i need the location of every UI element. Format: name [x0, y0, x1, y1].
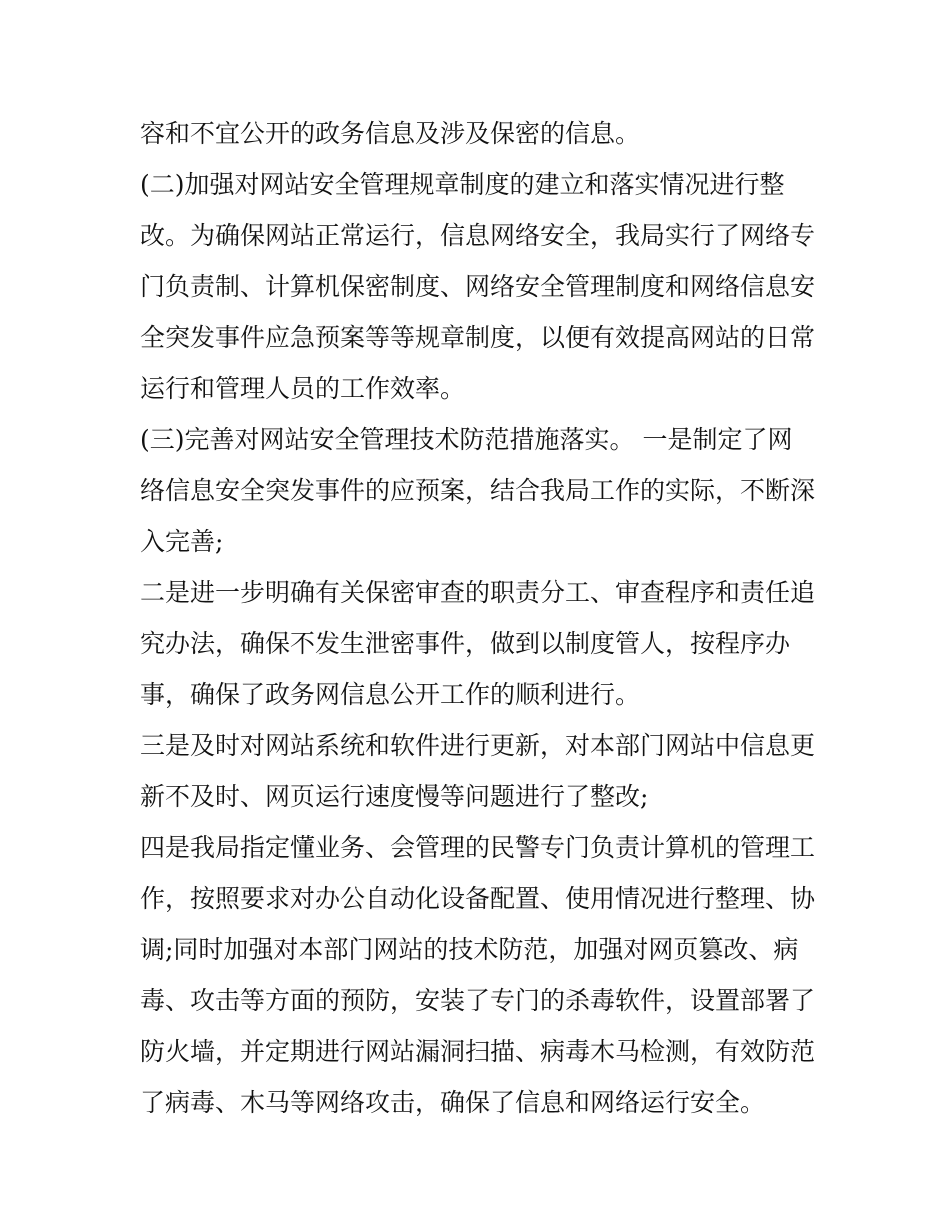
text-line: (三)完善对网站安全管理技术防范措施落实。 一是制定了网 [140, 425, 793, 454]
text-line: 二是进一步明确有关保密审查的职责分工、审查程序和责任追 [140, 578, 816, 607]
text-line: 三是及时对网站系统和软件进行更新，对本部门网站中信息更 [140, 731, 816, 760]
document-body [140, 108, 820, 1128]
text-line: 了病毒、木马等网络攻击，确保了信息和网络运行安全。 [140, 1088, 766, 1117]
text-line: 容和不宜公开的政务信息及涉及保密的信息。 [140, 119, 641, 148]
text-line: 入完善; [140, 527, 224, 556]
text-line: 络信息安全突发事件的应预案，结合我局工作的实际，不断深 [140, 476, 816, 505]
text-line: 运行和管理人员的工作效率。 [140, 374, 466, 403]
text-line: 毒、攻击等方面的预防，安装了专门的杀毒软件，设置部署了 [140, 986, 816, 1015]
text-line: 事，确保了政务网信息公开工作的顺利进行。 [140, 680, 641, 709]
text-line: 门负责制、计算机保密制度、网络安全管理制度和网络信息安 [140, 272, 816, 301]
text-line: 作，按照要求对办公自动化设备配置、使用情况进行整理、协 [140, 884, 816, 913]
text-line: (二)加强对网站安全管理规章制度的建立和落实情况进行整 [140, 170, 785, 199]
text-line: 防火墙，并定期进行网站漏洞扫描、病毒木马检测，有效防范 [140, 1037, 816, 1066]
text-line: 全突发事件应急预案等等规章制度，以便有效提高网站的日常 [140, 323, 816, 352]
text-line: 新不及时、网页运行速度慢等问题进行了整改; [140, 782, 649, 811]
text-line: 改。为确保网站正常运行，信息网络安全，我局实行了网络专 [140, 221, 816, 250]
text-line: 调;同时加强对本部门网站的技术防范，加强对网页篡改、病 [140, 935, 799, 964]
text-line: 究办法，确保不发生泄密事件，做到以制度管人，按程序办 [140, 629, 791, 658]
text-line: 四是我局指定懂业务、会管理的民警专门负责计算机的管理工 [140, 833, 816, 862]
